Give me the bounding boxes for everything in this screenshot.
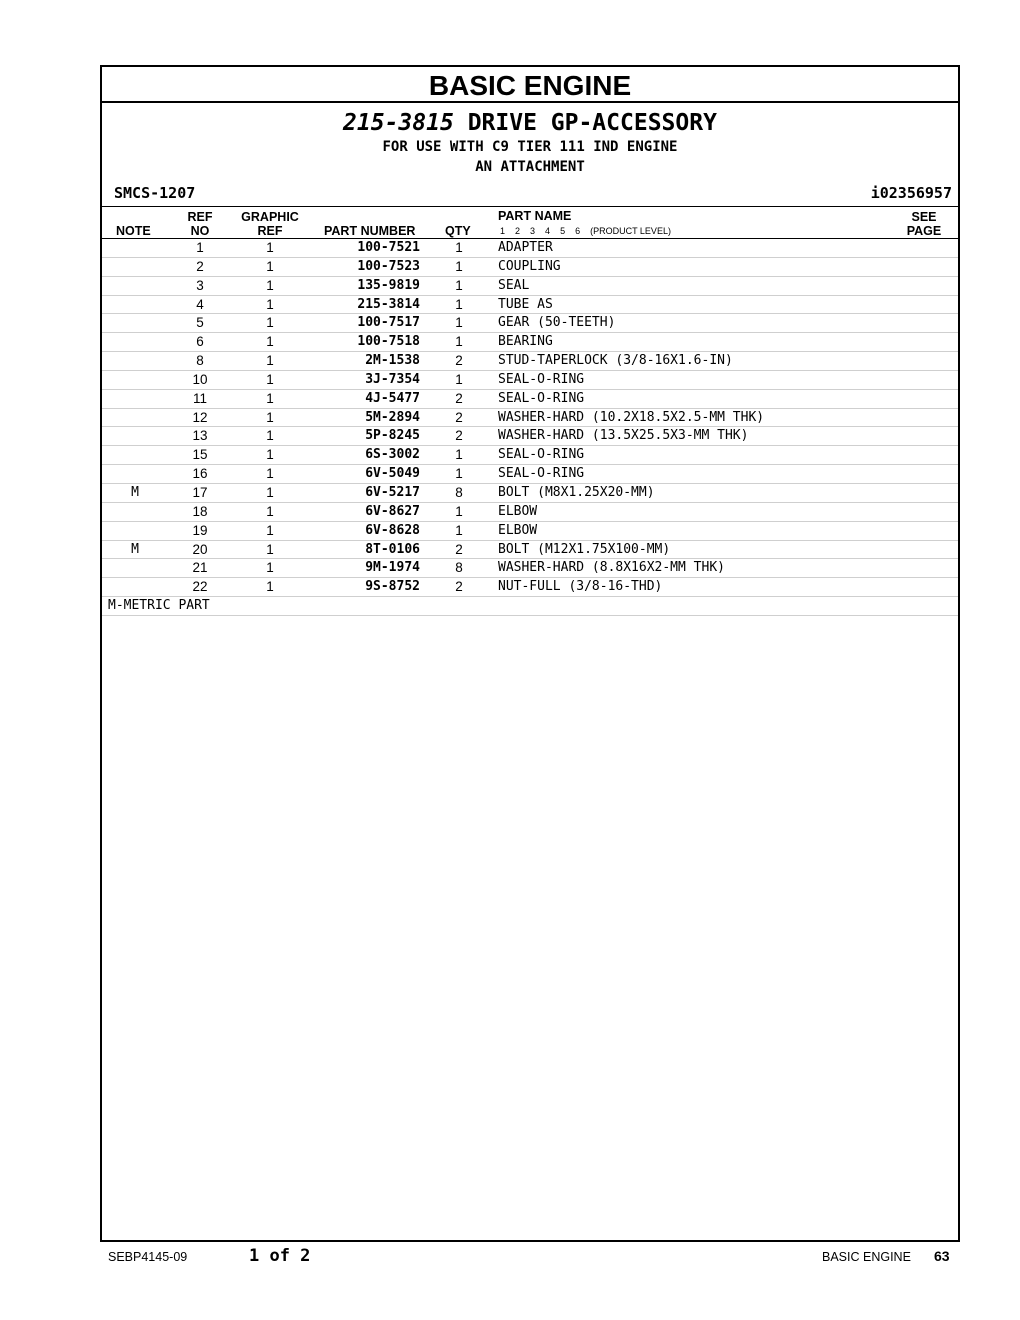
qty-cell: 1 (455, 371, 463, 387)
qty-cell: 1 (455, 258, 463, 274)
part-number-cell: 5M-2894 (365, 409, 420, 425)
graphic-ref-cell: 1 (266, 503, 274, 519)
part-number-cell: 100-7523 (357, 258, 420, 274)
ref-no-cell: 2 (196, 258, 204, 274)
graphic-ref-cell: 1 (266, 522, 274, 538)
qty-cell: 2 (455, 390, 463, 406)
part-name-cell: NUT-FULL (3/8-16-THD) (498, 579, 663, 595)
ref-no-cell: 21 (192, 560, 208, 576)
graphic-ref-cell: 1 (266, 409, 274, 425)
footer-page-of: 1 of 2 (249, 1246, 311, 1266)
table-row (102, 296, 958, 315)
table-row (102, 239, 958, 258)
ref-no-cell: 11 (192, 390, 207, 406)
table-row (102, 277, 958, 296)
part-number-cell: 6V-8627 (365, 503, 420, 519)
qty-cell: 1 (455, 334, 463, 350)
footer-page-number: 63 (934, 1248, 950, 1264)
graphic-ref-cell: 1 (266, 277, 274, 293)
part-name-cell: SEAL-O-RING (498, 447, 585, 463)
col-part-name-header: PART NAME (498, 209, 572, 223)
part-name-cell: BOLT (M12X1.75X100-MM) (498, 541, 671, 557)
part-name-cell: WASHER-HARD (8.8X16X2-MM THK) (498, 560, 725, 576)
ref-no-cell: 6 (196, 334, 204, 350)
part-name-cell: BOLT (M8X1.25X20-MM) (498, 484, 655, 500)
qty-cell: 1 (455, 522, 463, 538)
part-number-cell: 215-3814 (357, 296, 420, 312)
ref-no-cell: 3 (196, 277, 204, 293)
qty-cell: 2 (455, 409, 463, 425)
part-name-cell: BEARING (498, 334, 553, 350)
parts-table-body (102, 239, 958, 616)
group-usage-line: FOR USE WITH C9 TIER 111 IND ENGINE (382, 139, 678, 155)
graphic-ref-cell: 1 (266, 315, 274, 331)
qty-cell: 1 (455, 503, 463, 519)
part-name-cell: WASHER-HARD (10.2X18.5X2.5-MM THK) (498, 409, 765, 425)
table-row (102, 333, 958, 352)
graphic-ref-cell: 1 (266, 371, 274, 387)
graphic-ref-cell: 1 (266, 579, 274, 595)
level-1: 1 (500, 226, 506, 236)
graphic-ref-cell: 1 (266, 560, 274, 576)
col-graphic-header-bottom: REF (257, 224, 283, 238)
qty-cell: 1 (455, 315, 463, 331)
table-row (102, 371, 958, 390)
part-name-cell: COUPLING (498, 258, 561, 274)
group-title (102, 109, 958, 137)
part-name-cell: WASHER-HARD (13.5X25.5X3-MM THK) (498, 428, 749, 444)
part-number-cell: 4J-5477 (365, 390, 420, 406)
graphic-ref-cell: 1 (266, 428, 274, 444)
qty-cell: 1 (455, 277, 463, 293)
catalog-frame (100, 65, 960, 1242)
table-row (102, 503, 958, 522)
part-name-cell: ADAPTER (498, 240, 553, 255)
col-note-header: NOTE (116, 224, 151, 238)
col-see-header-top: SEE (911, 210, 937, 224)
level-5: 5 (560, 226, 566, 236)
smcs-code: SMCS-1207 (114, 184, 196, 202)
qty-cell: 1 (455, 466, 463, 482)
part-number-cell: 9M-1974 (365, 560, 420, 576)
ref-no-cell: 13 (192, 428, 208, 444)
graphic-ref-cell: 1 (266, 390, 274, 406)
part-number-cell: 6V-5049 (365, 466, 420, 482)
ref-no-cell: 4 (196, 296, 204, 312)
part-number-cell: 100-7518 (357, 334, 420, 350)
qty-cell: 1 (455, 240, 463, 255)
qty-cell: 8 (455, 560, 463, 576)
part-number-cell: 100-7517 (357, 315, 420, 331)
ref-no-cell: 8 (196, 353, 204, 369)
col-ref-header-top: REF (187, 210, 213, 224)
ref-no-cell: 17 (192, 484, 208, 500)
part-name-cell: ELBOW (498, 503, 538, 519)
graphic-ref-cell: 1 (266, 240, 274, 255)
qty-cell: 1 (455, 447, 463, 463)
part-name-cell: SEAL-O-RING (498, 371, 585, 387)
part-name-cell: ELBOW (498, 522, 538, 538)
section-title: BASIC ENGINE (102, 67, 958, 103)
product-level-label: (PRODUCT LEVEL) (590, 226, 671, 236)
illustration-id: i02356957 (870, 184, 952, 202)
metric-note-row (102, 597, 958, 616)
table-row (102, 541, 958, 560)
part-name-cell: SEAL-O-RING (498, 466, 585, 482)
table-row (102, 409, 958, 428)
table-row (102, 559, 958, 578)
part-number-cell: 6V-8628 (365, 522, 420, 538)
ref-no-cell: 22 (192, 579, 208, 595)
graphic-ref-cell: 1 (266, 296, 274, 312)
header-top-rule (102, 206, 958, 207)
qty-cell: 8 (455, 484, 463, 500)
level-2: 2 (515, 226, 521, 236)
part-name-cell: SEAL (498, 277, 530, 293)
graphic-ref-cell: 1 (266, 258, 274, 274)
table-row (102, 465, 958, 484)
part-name-cell: GEAR (50-TEETH) (498, 315, 616, 331)
part-number-cell: 100-7521 (357, 240, 420, 255)
note-cell: M (131, 484, 139, 500)
col-see-header-bottom: PAGE (906, 224, 942, 238)
ref-no-cell: 1 (196, 240, 204, 255)
level-4: 4 (545, 226, 551, 236)
graphic-ref-cell: 1 (266, 447, 274, 463)
metric-note: M-METRIC PART (108, 598, 210, 614)
product-level-scale (500, 226, 681, 236)
col-qty-header: QTY (445, 224, 471, 238)
ref-no-cell: 20 (192, 541, 208, 557)
part-name-cell: STUD-TAPERLOCK (3/8-16X1.6-IN) (498, 353, 733, 369)
table-row (102, 578, 958, 597)
ref-no-cell: 10 (192, 371, 208, 387)
qty-cell: 2 (455, 428, 463, 444)
part-number-cell: 6V-5217 (365, 484, 420, 500)
part-number-cell: 9S-8752 (365, 579, 420, 595)
graphic-ref-cell: 1 (266, 334, 274, 350)
graphic-ref-cell: 1 (266, 484, 274, 500)
table-row (102, 390, 958, 409)
graphic-ref-cell: 1 (266, 541, 274, 557)
ref-no-cell: 5 (196, 315, 204, 331)
ref-no-cell: 12 (192, 409, 208, 425)
level-3: 3 (530, 226, 536, 236)
table-row (102, 484, 958, 503)
ref-no-cell: 19 (192, 522, 208, 538)
table-row (102, 314, 958, 333)
note-cell: M (131, 541, 139, 557)
level-6: 6 (575, 226, 581, 236)
part-number-cell: 6S-3002 (365, 447, 420, 463)
part-number-cell: 8T-0106 (365, 541, 420, 557)
qty-cell: 2 (455, 353, 463, 369)
col-ref-header-bottom: NO (190, 224, 210, 238)
part-name-cell: SEAL-O-RING (498, 390, 585, 406)
col-part-number-header: PART NUMBER (324, 224, 416, 238)
footer-doc-number: SEBP4145-09 (108, 1250, 188, 1264)
part-number-cell: 2M-1538 (365, 353, 420, 369)
ref-no-cell: 16 (192, 466, 208, 482)
qty-cell: 1 (455, 296, 463, 312)
table-row (102, 446, 958, 465)
table-row (102, 258, 958, 277)
footer-section: BASIC ENGINE (822, 1250, 911, 1264)
group-number: 215-3815 (343, 110, 454, 136)
col-graphic-header-top: GRAPHIC (241, 210, 299, 224)
qty-cell: 2 (455, 541, 463, 557)
ref-no-cell: 18 (192, 503, 208, 519)
part-name-cell: TUBE AS (498, 296, 553, 312)
ref-no-cell: 15 (192, 447, 208, 463)
graphic-ref-cell: 1 (266, 353, 274, 369)
part-number-cell: 135-9819 (357, 277, 420, 293)
part-number-cell: 5P-8245 (365, 428, 420, 444)
table-row (102, 427, 958, 446)
group-name: DRIVE GP-ACCESSORY (467, 110, 717, 136)
group-attachment-line: AN ATTACHMENT (475, 159, 585, 175)
table-row (102, 352, 958, 371)
graphic-ref-cell: 1 (266, 466, 274, 482)
qty-cell: 2 (455, 579, 463, 595)
part-number-cell: 3J-7354 (365, 371, 420, 387)
table-row (102, 522, 958, 541)
